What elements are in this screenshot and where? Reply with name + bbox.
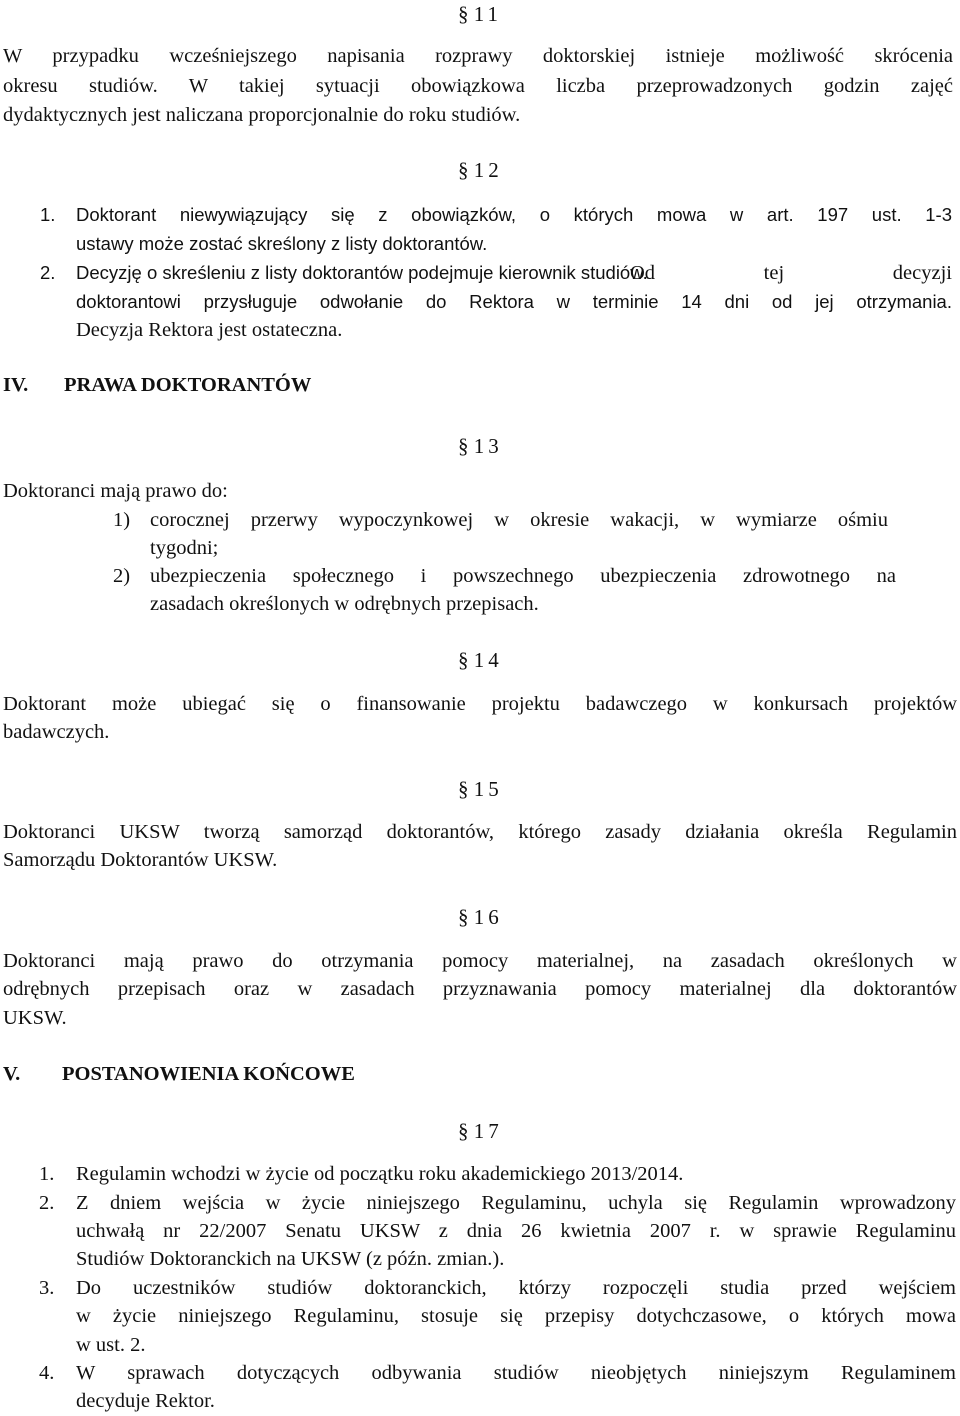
text-line: ustawy może zostać skreślony z listy doktorantów. <box>76 233 488 254</box>
paragraph-mark-14: § 14 <box>458 648 503 672</box>
text-line: Doktoranci mają prawo do otrzymania pomocy materialnej, na zasadach określonych w <box>3 950 957 972</box>
text-line: Decyzję o skreśleniu z listy doktorantów podejmuje kierownik studiów. <box>76 262 648 283</box>
list-number: 1. <box>39 1163 55 1185</box>
paragraph-mark-16: § 16 <box>458 905 503 929</box>
list-number: 1) <box>113 509 131 531</box>
chapter-number: IV. <box>3 374 29 396</box>
list-number: 2) <box>113 565 131 587</box>
text-line: w życie niniejszego Regulaminu, stosuje się przepisy dotychczasowe, o których mowa <box>76 1305 956 1327</box>
chapter-title: POSTANOWIENIA KOŃCOWE <box>62 1063 355 1085</box>
text-line: Doktoranci UKSW tworzą samorząd doktorantów, którego zasady działania określa Regulamin <box>3 821 957 843</box>
text-line: tygodni; <box>150 537 219 559</box>
text-line: Z dniem wejścia w życie niniejszego Regulaminu, uchyla się Regulamin wprowadzony <box>76 1192 956 1214</box>
text-line: uchwałą nr 22/2007 Senatu UKSW z dnia 26 kwietnia 2007 r. w sprawie Regulaminu <box>76 1220 956 1242</box>
paragraph-mark-15: § 15 <box>458 777 503 801</box>
text-line: decyduje Rektor. <box>76 1390 215 1412</box>
text-line: Od tej decyzji <box>630 262 952 284</box>
list-number: 3. <box>39 1277 55 1299</box>
text-line: Doktorant może ubiegać się o finansowanie projektu badawczego w konkursach projektów <box>3 693 957 715</box>
paragraph-mark-11: § 11 <box>458 2 502 26</box>
list-number: 1. <box>40 204 56 225</box>
chapter-title: PRAWA DOKTORANTÓW <box>64 374 312 396</box>
text-line: zasadach określonych w odrębnych przepisach. <box>150 593 539 615</box>
text-line: Regulamin wchodzi w życie od początku roku akademickiego 2013/2014. <box>76 1163 684 1185</box>
text-line: W przypadku wcześniejszego napisania rozprawy doktorskiej istnieje możliwość skrócenia <box>3 45 953 67</box>
text-line: badawczych. <box>3 721 110 743</box>
text-line: Doktorant niewywiązujący się z obowiązków, o których mowa w art. 197 ust. 1-3 <box>76 204 952 225</box>
text-line: UKSW. <box>3 1007 67 1029</box>
text-line: w ust. 2. <box>76 1334 146 1356</box>
text-line: Studiów Doktoranckich na UKSW (z późn. zmian.). <box>76 1248 505 1270</box>
paragraph-mark-17: § 17 <box>458 1119 503 1143</box>
paragraph-mark-13: § 13 <box>458 434 503 458</box>
text-line: Samorządu Doktorantów UKSW. <box>3 849 278 871</box>
list-number: 2. <box>39 1192 55 1214</box>
text-line: corocznej przerwy wypoczynkowej w okresie wakacji, w wymiarze ośmiu <box>150 509 888 531</box>
text-line: Doktoranci mają prawo do: <box>3 480 228 502</box>
text-line: W sprawach dotyczących odbywania studiów nieobjętych niniejszym Regulaminem <box>76 1362 956 1384</box>
text-line: Do uczestników studiów doktoranckich, którzy rozpoczęli studia przed wejściem <box>76 1277 956 1299</box>
paragraph-mark-12: § 12 <box>458 158 503 182</box>
text-line: Decyzja Rektora jest ostateczna. <box>76 319 343 341</box>
text-line: dydaktycznych jest naliczana proporcjonalnie do roku studiów. <box>3 104 521 126</box>
text-line: odrębnych przepisach oraz w zasadach przyznawania pomocy materialnej dla doktorantów <box>3 978 957 1000</box>
list-number: 2. <box>40 262 56 283</box>
list-number: 4. <box>39 1362 55 1384</box>
text-line: okresu studiów. W takiej sytuacji obowiązkowa liczba przeprowadzonych godzin zajęć <box>3 75 953 97</box>
chapter-number: V. <box>3 1063 21 1085</box>
text-line: ubezpieczenia społecznego i powszechnego ubezpieczenia zdrowotnego na <box>150 565 896 587</box>
text-line: doktorantowi przysługuje odwołanie do Rektora w terminie 14 dni od jej otrzymania. <box>76 291 952 312</box>
